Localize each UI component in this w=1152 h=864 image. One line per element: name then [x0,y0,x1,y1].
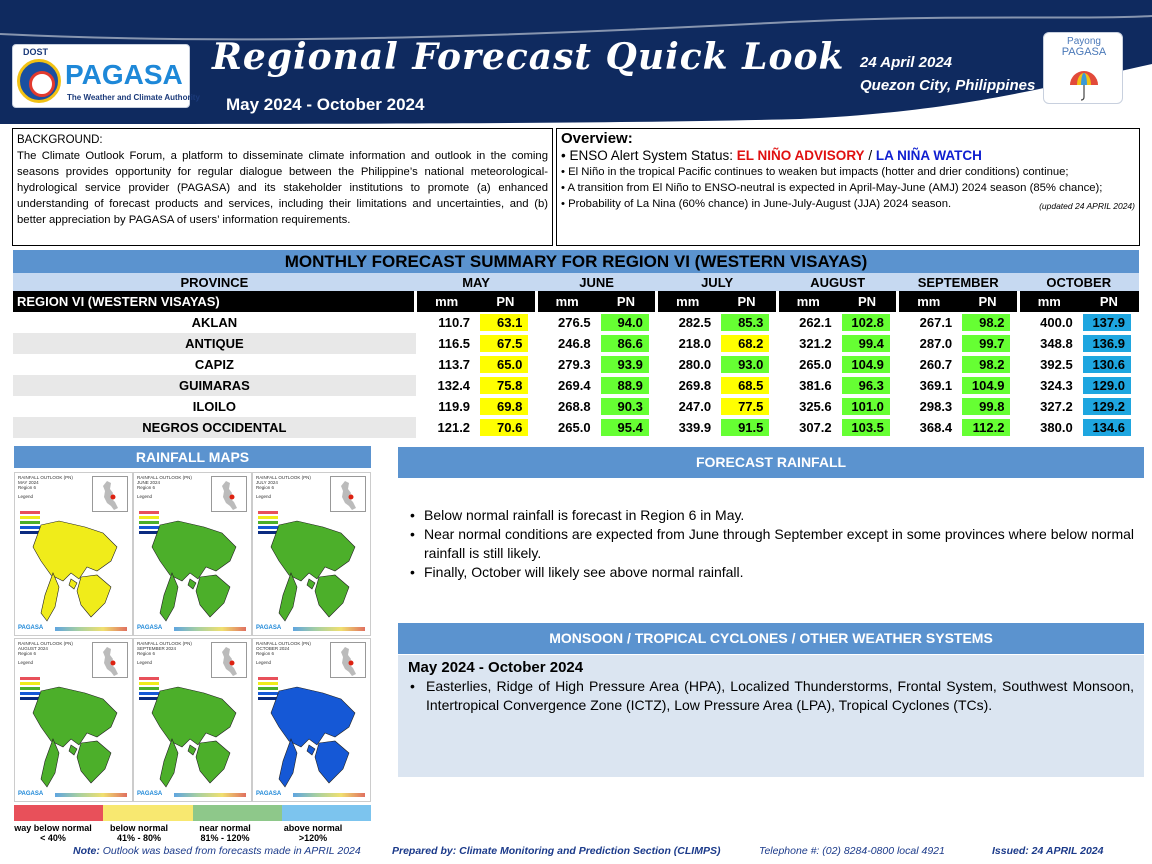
issue-place: Quezon City, Philippines [860,77,1036,94]
map-title-text: RAINFALL OUTLOOK (PN) [18,641,73,646]
percent-normal-cell [717,417,777,438]
map-title [137,475,192,499]
rainfall-map-tile [252,638,371,802]
table-row [13,333,1139,354]
percent-normal-value: 93.9 [601,356,649,373]
map-legend-word: Legend [137,494,153,499]
percent-normal-cell [476,312,536,333]
forecast-period: May 2024 - October 2024 [226,95,425,114]
region-6-map-shape [257,683,367,793]
rainfall-mm-cell: 110.7 [438,315,471,330]
rainfall-mm-cell: 392.5 [1040,357,1073,372]
pn-header: PN [1079,291,1139,312]
region-label: REGION VI (WESTERN VISAYAS) [13,291,416,312]
percent-normal-value: 129.2 [1083,398,1131,415]
province-name: GUIMARAS [13,375,416,396]
logo-name: PAGASA [65,59,183,90]
enso-prefix: • ENSO Alert System Status: [561,148,737,163]
percent-normal-cell [597,333,657,354]
map-region: Region 6 [18,651,37,656]
rainfall-mm-cell: 369.1 [919,378,953,393]
overview-bullet-3 [561,196,1135,212]
rainfall-mm-cell: 269.4 [558,378,591,393]
map-month: OCTOBER 2024 [256,646,290,651]
updated-note: (updated 24 APRIL 2024) [1039,201,1135,211]
percent-normal-cell [838,417,898,438]
sub-header-row [13,291,1139,312]
region-6-map-shape [138,517,248,627]
legend-label [8,823,98,843]
rainfall-map-tile [133,638,252,802]
pagasa-logo [12,44,200,108]
percent-normal-value: 63.1 [480,314,528,331]
map-color-scale [55,793,127,797]
map-month: JULY 2024 [256,480,278,485]
page-title: Regional Forecast Quick Look [212,36,845,78]
overview-heading: Overview: [561,130,633,147]
percent-normal-value: 112.2 [962,419,1010,436]
percent-normal-cell [838,375,898,396]
footer-issued: Issued: 24 APRIL 2024 [992,845,1104,857]
footer-note-text: Outlook was based from forecasts made in APRIL 2024 [99,845,361,857]
percent-normal-value: 96.3 [842,377,890,394]
percent-normal-value: 101.0 [842,398,890,415]
percent-normal-cell [838,396,898,417]
percent-normal-value: 91.5 [721,419,769,436]
map-title-text: RAINFALL OUTLOOK (PN) [256,475,311,480]
month-header-row [13,273,1139,291]
percent-normal-value: 69.8 [480,398,528,415]
rainfall-mm-cell: 279.3 [558,357,591,372]
percent-normal-value: 90.3 [601,398,649,415]
mm-header: mm [657,291,717,312]
mm-header: mm [416,291,476,312]
mm-header: mm [777,291,837,312]
footer-prepared: Prepared by: Climate Monitoring and Prediction Section (CLIMPS) [392,845,721,857]
rainfall-maps-heading: RAINFALL MAPS [14,446,371,468]
legend-label-name: near normal [199,823,251,833]
rainfall-map-tile [133,472,252,636]
legend-label-range: 81% - 120% [200,833,250,843]
rainfall-mm-cell: 321.2 [799,336,832,351]
monsoon-body [398,655,1144,777]
percent-normal-cell [958,417,1018,438]
philippines-inset-map [211,642,247,678]
percent-normal-value: 130.6 [1083,356,1131,373]
issue-date: 24 April 2024 [860,54,952,71]
rainfall-mm-cell: 262.1 [799,315,832,330]
month-header: MAY [416,273,537,291]
map-region: Region 6 [137,485,156,490]
map-title-text: RAINFALL OUTLOOK (PN) [256,641,311,646]
legend-label-range: 41% - 80% [116,833,162,843]
monthly-forecast-table [13,273,1139,438]
percent-normal-value: 93.0 [721,356,769,373]
percent-normal-cell [476,417,536,438]
rainfall-mm-cell: 324.3 [1040,378,1073,393]
month-header: JULY [657,273,778,291]
map-color-scale [55,627,127,631]
percent-normal-value: 136.9 [1083,335,1131,352]
el-nino-advisory: EL NIÑO ADVISORY [736,148,865,163]
rainfall-mm-cell: 368.4 [919,420,953,435]
percent-normal-value: 94.0 [601,314,649,331]
percent-normal-cell [958,312,1018,333]
background-text: The Climate Outlook Forum, a platform to disseminate climate information and outlook in the coming seasons provides opportunity for regular dialogue between the Philippine’s national meteorological-hydrological service provider (PAGASA) and its stakeholder institutions to promote (a) enhanced understanding of forecast products and services, including their limitations and uncertainties, and (b) better appreciation by PAGASA of users’ information requirements. [17,150,548,226]
percent-normal-value: 99.8 [962,398,1010,415]
map-legend-word: Legend [137,660,153,665]
monsoon-bullet: • Easterlies, Ridge of High Pressure Area (HPA), Localized Thunderstorms, Frontal System, Southwest Monsoon, Intertropical Convergence Zone (ICTZ), Low Pressure Area (LPA), Tropical Cyclones (TCs). [408,677,1134,715]
percent-normal-cell [717,312,777,333]
legend-label-range: >120% [298,833,328,843]
rainfall-mm-cell: 298.3 [919,399,953,414]
percent-normal-value: 65.0 [480,356,528,373]
percent-normal-value: 103.5 [842,419,890,436]
overview-box [556,128,1140,246]
map-legend-word: Legend [18,494,34,499]
footer-note [73,845,361,857]
legend-label-name: above normal [283,823,343,833]
philippines-inset-map [211,476,247,512]
rainfall-mm-cell: 339.9 [678,420,712,435]
rainfall-mm-cell: 276.5 [558,315,591,330]
legend-label-name: below normal [109,823,168,833]
pagasa-watermark: PAGASA [137,625,163,631]
pagasa-watermark: PAGASA [256,625,282,631]
monsoon-period: May 2024 - October 2024 [408,659,584,676]
footer-telephone: Telephone #: (02) 8284-0800 local 4921 [759,845,945,857]
legend-label [180,823,270,843]
rainfall-mm-cell: 348.8 [1040,336,1073,351]
map-month: JUNE 2024 [137,480,161,485]
legend-swatch [103,805,192,821]
rainfall-map-tile [14,472,133,636]
province-name: ANTIQUE [13,333,416,354]
pagasa-watermark: PAGASA [18,791,44,797]
pn-header: PN [838,291,898,312]
monsoon-heading: MONSOON / TROPICAL CYCLONES / OTHER WEATHER SYSTEMS [398,623,1144,654]
percent-normal-cell [597,396,657,417]
rainfall-mm-cell: 269.8 [678,378,712,393]
percent-normal-value: 134.6 [1083,419,1131,436]
map-color-scale [293,793,365,797]
philippines-inset-map [330,642,366,678]
map-title [256,641,311,665]
forecast-rainfall-body [398,480,1144,612]
percent-normal-cell [958,333,1018,354]
dost-label: DOST [23,47,49,57]
percent-normal-cell [1079,354,1139,375]
percent-normal-value: 67.5 [480,335,528,352]
region-6-map-shape [19,517,129,627]
percent-normal-value: 104.9 [962,377,1010,394]
pn-header: PN [597,291,657,312]
rainfall-mm-cell: 282.5 [678,315,712,330]
logo-subtitle: The Weather and Climate Authority [67,93,200,102]
philippines-inset-map [92,476,128,512]
rainfall-mm-cell: 307.2 [799,420,832,435]
forecast-bullet: • Finally, October will likely see above normal rainfall. [408,563,1134,582]
rainfall-mm-cell: 246.8 [558,336,591,351]
month-header: AUGUST [777,273,898,291]
rainfall-mm-cell: 280.0 [678,357,712,372]
pagasa-watermark: PAGASA [137,791,163,797]
province-name: ILOILO [192,399,237,414]
rainfall-mm-cell: 218.0 [678,336,712,351]
map-title [18,641,73,665]
rainfall-mm-cell: 265.0 [799,357,832,372]
map-month: MAY 2024 [18,480,39,485]
province-name: AKLAN [191,315,238,330]
percent-normal-value: 95.4 [601,419,649,436]
table-row [13,417,1139,438]
percent-normal-cell [958,396,1018,417]
percent-normal-cell [717,396,777,417]
background-heading: BACKGROUND: [17,134,103,146]
percent-normal-cell [717,375,777,396]
percent-normal-value: 104.9 [842,356,890,373]
legend-swatch [282,805,371,821]
forecast-bullet: • Below normal rainfall is forecast in Region 6 in May. [408,506,1134,525]
percent-normal-cell [958,375,1018,396]
forecast-bullet: • Near normal conditions are expected from June through September except in some provinces where below normal rainfall is still likely. [408,525,1134,563]
rainfall-mm-cell: 381.6 [799,378,832,393]
percent-normal-value: 88.9 [601,377,649,394]
rainfall-legend [14,805,371,821]
table-row [13,312,1139,333]
footer [0,843,1152,861]
map-legend-word: Legend [18,660,34,665]
mm-header: mm [1018,291,1078,312]
percent-normal-cell [597,417,657,438]
province-name: CAPIZ [194,357,234,372]
percent-normal-cell [717,354,777,375]
rainfall-mm-cell: 119.9 [438,399,471,414]
map-legend-word: Legend [256,494,272,499]
month-header: SEPTEMBER [898,273,1019,291]
table-title: MONTHLY FORECAST SUMMARY FOR REGION VI (WESTERN VISAYAS) [13,250,1139,273]
mm-header: mm [536,291,596,312]
overview-bullet-3-text: • Probability of La Nina (60% chance) in June-July-August (JJA) 2024 season. [561,198,952,210]
rainfall-mm-cell: 121.2 [437,420,471,435]
percent-normal-value: 99.7 [962,335,1010,352]
legend-swatch [14,805,103,821]
rainfall-map-tile [252,472,371,636]
percent-normal-value: 85.3 [721,314,769,331]
pn-header: PN [717,291,777,312]
rainfall-mm-cell: 327.2 [1040,399,1073,414]
map-legend-word: Legend [256,660,272,665]
rainfall-mm-cell: 265.0 [558,420,591,435]
rainfall-mm-cell: 268.8 [558,399,591,414]
mm-header: mm [898,291,958,312]
percent-normal-cell [597,312,657,333]
map-region: Region 6 [137,651,156,656]
province-name: NEGROS OCCIDENTAL [13,417,416,438]
map-month: SEPTEMBER 2024 [137,646,177,651]
background-box [12,128,553,246]
map-color-scale [174,627,246,631]
percent-normal-cell [838,333,898,354]
payong-pagasa-logo [1043,32,1123,104]
percent-normal-cell [476,396,536,417]
rainfall-mm-cell: 267.1 [919,315,953,330]
pn-header: PN [476,291,536,312]
legend-swatch [193,805,282,821]
map-color-scale [293,627,365,631]
percent-normal-cell [1079,375,1139,396]
enso-status [561,148,1135,164]
percent-normal-value: 98.2 [962,314,1010,331]
map-region: Region 6 [256,651,275,656]
rainfall-mm-cell: 400.0 [1040,315,1073,330]
philippines-inset-map [92,642,128,678]
pagasa-seal-icon [17,59,61,103]
table-row [13,354,1139,375]
percent-normal-value: 86.6 [601,335,649,352]
map-region: Region 6 [256,485,275,490]
percent-normal-cell [476,333,536,354]
rainfall-mm-cell: 325.6 [799,399,832,414]
enso-separator: / [864,148,876,163]
percent-normal-value: 68.5 [721,377,769,394]
rainfall-mm-cell: 116.5 [438,336,471,351]
legend-label-range: < 40% [40,833,66,843]
rainfall-mm-cell: 113.7 [438,357,471,372]
pn-header: PN [958,291,1018,312]
percent-normal-cell [717,333,777,354]
percent-normal-value: 75.8 [480,377,528,394]
region-6-map-shape [19,683,129,793]
map-title-text: RAINFALL OUTLOOK (PN) [18,475,73,480]
percent-normal-value: 70.6 [480,419,528,436]
legend-label [268,823,358,843]
percent-normal-cell [1079,312,1139,333]
map-title [18,475,73,499]
month-header: OCTOBER [1018,273,1139,291]
percent-normal-cell [476,375,536,396]
umbrella-icon [1044,33,1124,105]
percent-normal-cell [838,354,898,375]
rainfall-mm-cell: 132.4 [437,378,471,393]
percent-normal-cell [476,354,536,375]
percent-normal-value: 129.0 [1083,377,1131,394]
percent-normal-value: 68.2 [721,335,769,352]
philippines-inset-map [330,476,366,512]
overview-bullet-1: • El Niño in the tropical Pacific continues to weaken but impacts (hotter and drier conditions) continue; [561,166,1069,178]
legend-label-name: way below normal [14,823,92,833]
percent-normal-value: 102.8 [842,314,890,331]
legend-label [94,823,184,843]
percent-normal-cell [597,354,657,375]
percent-normal-cell [1079,396,1139,417]
percent-normal-value: 99.4 [842,335,890,352]
region-6-map-shape [257,517,367,627]
payong-label: Payong [1067,36,1101,47]
map-title-text: RAINFALL OUTLOOK (PN) [137,475,192,480]
province-column-header: PROVINCE [13,273,416,291]
map-region: Region 6 [18,485,37,490]
map-title [256,475,311,499]
header-banner [0,0,1152,124]
la-nina-watch: LA NIÑA WATCH [875,148,982,163]
overview-bullet-2: • A transition from El Niño to ENSO-neutral is expected in April-May-June (AMJ) 2024 season (85% chance); [561,182,1103,194]
rainfall-mm-cell: 260.7 [919,357,953,372]
table-row [13,396,1139,417]
table-row [13,375,1139,396]
rainfall-mm-cell: 287.0 [919,336,953,351]
map-month: AUGUST 2024 [18,646,48,651]
pagasa-watermark: PAGASA [256,791,282,797]
forecast-rainfall-heading: FORECAST RAINFALL [398,447,1144,478]
percent-normal-cell [958,354,1018,375]
month-header: JUNE [536,273,657,291]
percent-normal-cell [1079,333,1139,354]
rainfall-mm-cell: 247.0 [678,399,712,414]
rainfall-map-tile [14,638,133,802]
region-6-map-shape [138,683,248,793]
map-title [137,641,192,665]
percent-normal-cell [838,312,898,333]
percent-normal-value: 77.5 [721,398,769,415]
footer-note-label: Note: [73,845,100,857]
map-title-text: RAINFALL OUTLOOK (PN) [137,641,192,646]
percent-normal-value: 98.2 [962,356,1010,373]
rainfall-mm-cell: 380.0 [1040,420,1073,435]
percent-normal-value: 137.9 [1083,314,1131,331]
payong-pagasa-label: PAGASA [1061,46,1107,58]
percent-normal-cell [597,375,657,396]
map-color-scale [174,793,246,797]
percent-normal-cell [1079,417,1139,438]
pagasa-watermark: PAGASA [18,625,44,631]
